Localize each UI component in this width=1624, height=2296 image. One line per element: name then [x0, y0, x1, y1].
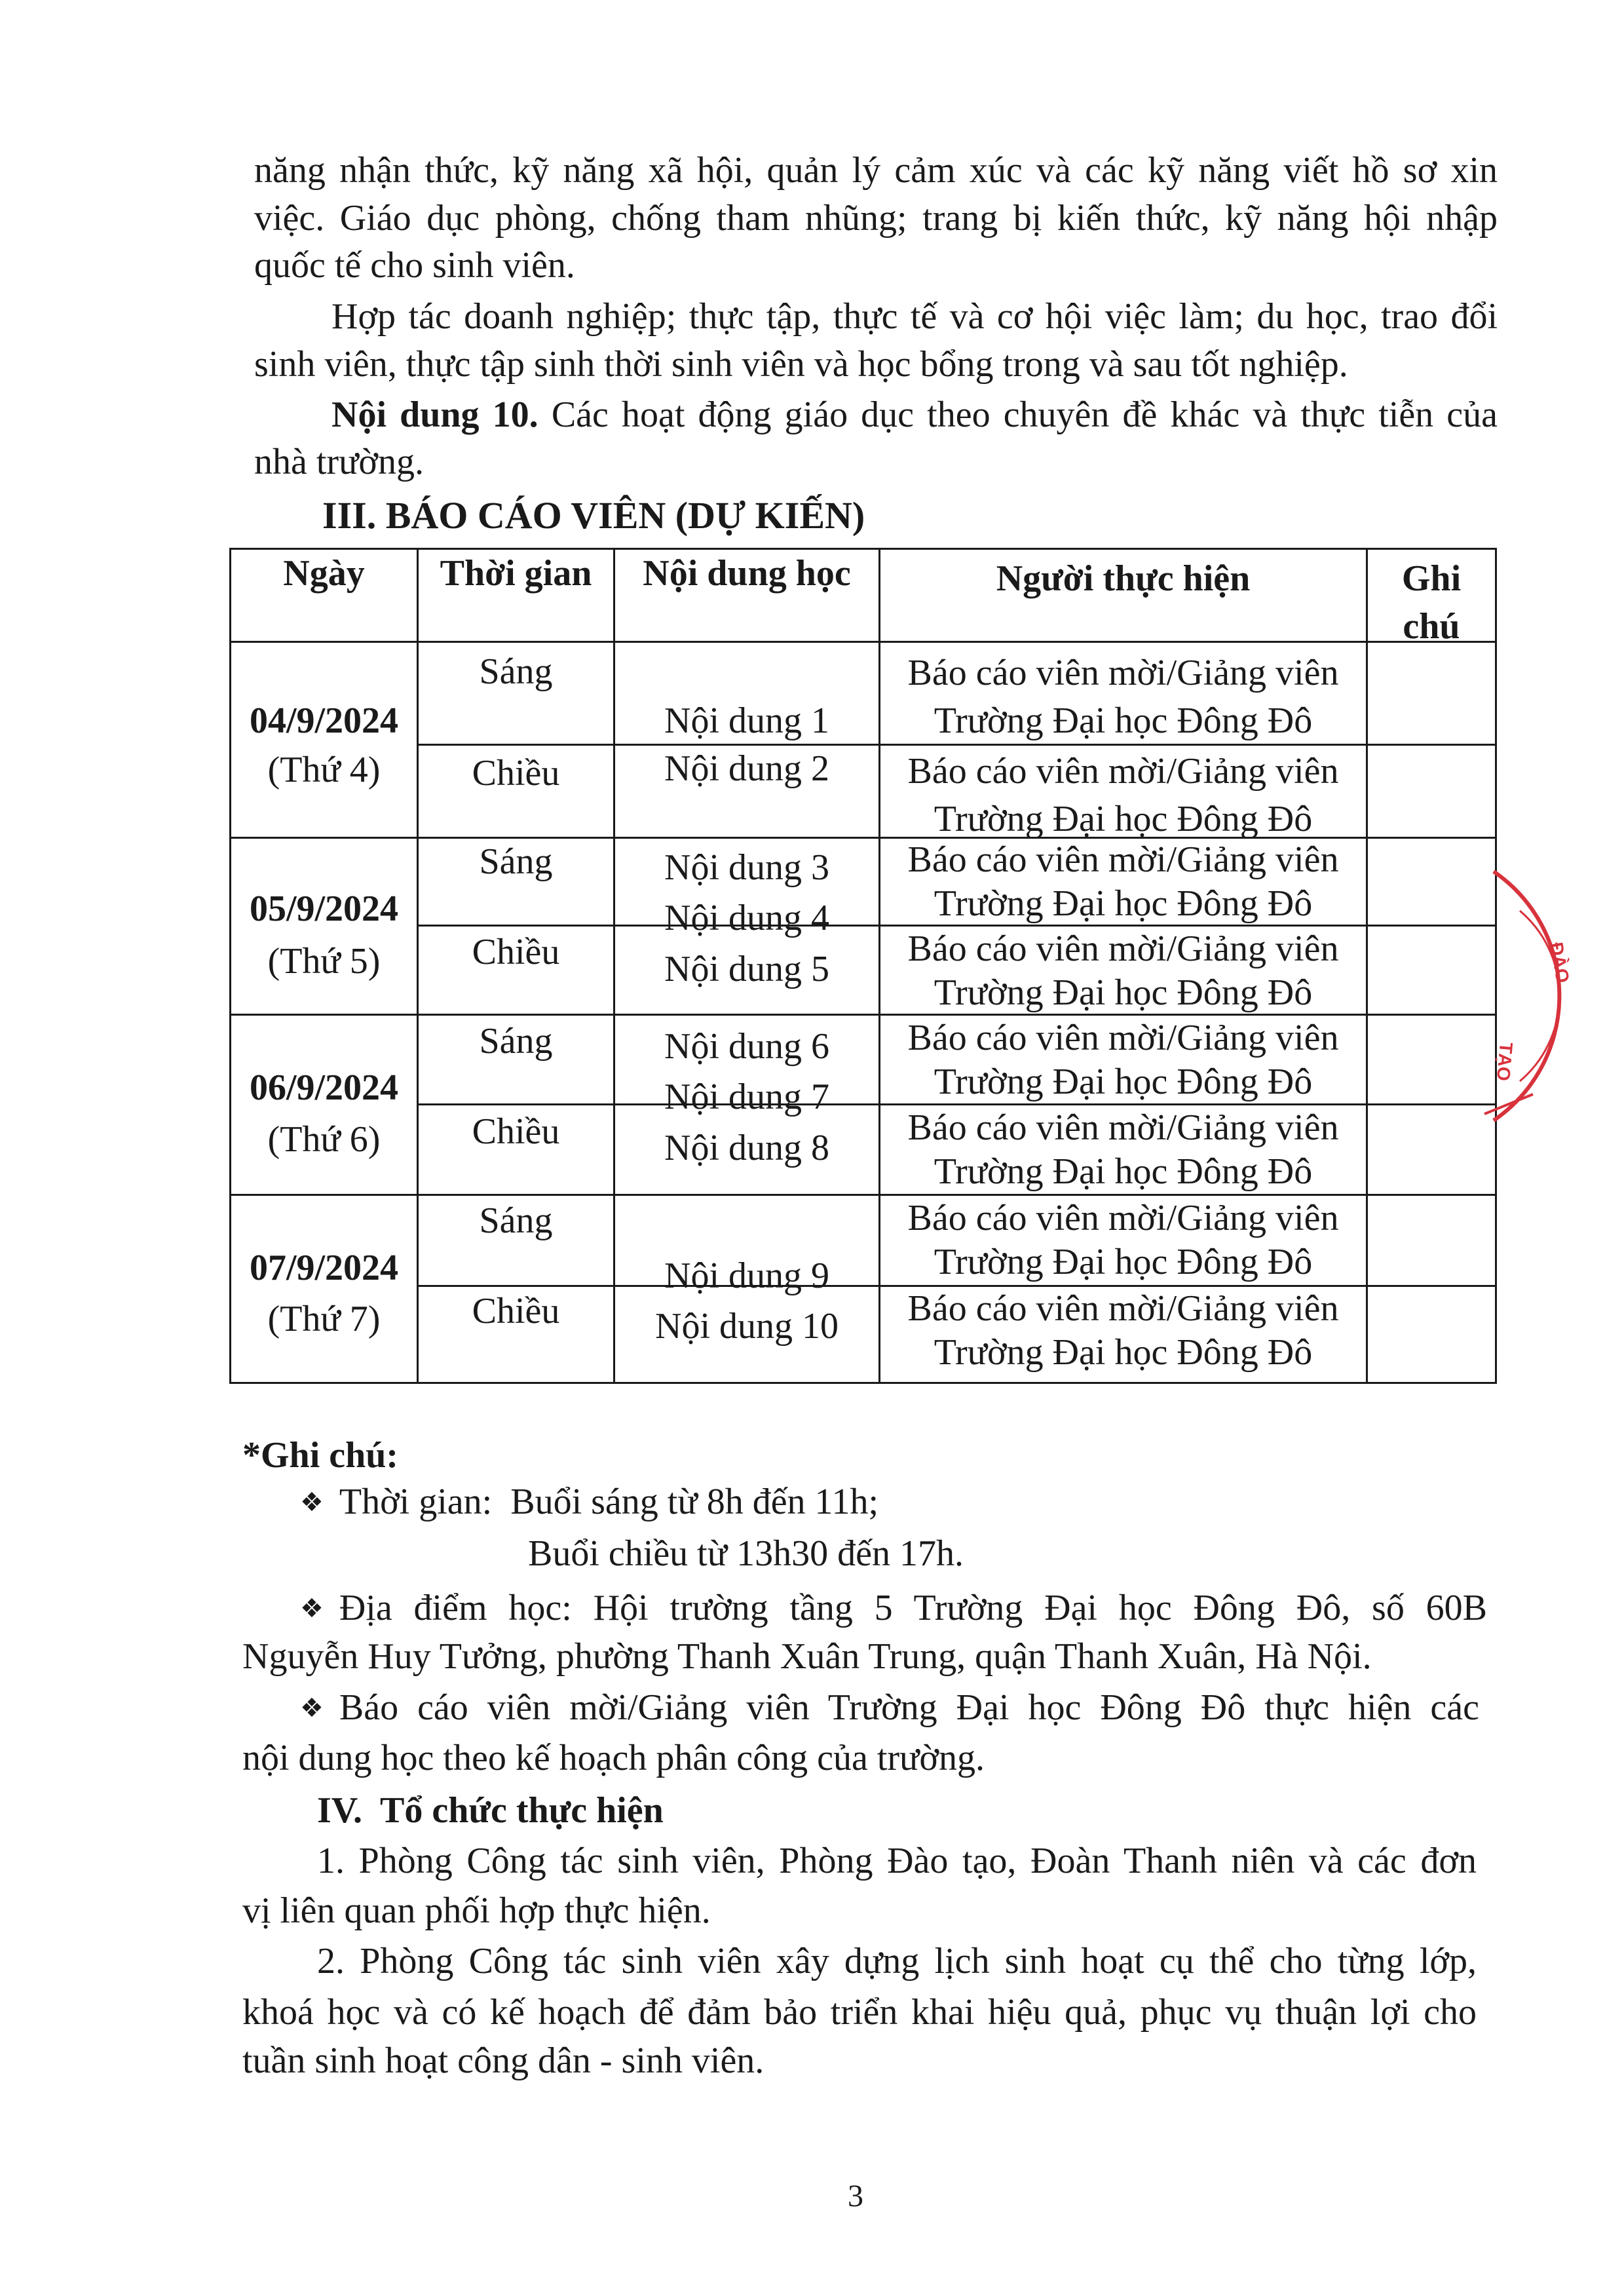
- presenter-line-1: Báo cáo viên mời/Giảng viên: [907, 1288, 1339, 1329]
- header-date: Ngày: [283, 553, 365, 594]
- seal-text: TẠO: [1492, 1041, 1517, 1082]
- seal-inner-ring: [1520, 911, 1559, 1081]
- day-1-content-2: Nội dung 2: [664, 748, 829, 789]
- presenter-line-1: Báo cáo viên mời/Giảng viên: [907, 653, 1339, 693]
- header-note-line-2: chú: [1403, 605, 1460, 647]
- day-3-afternoon: Chiều: [472, 1111, 560, 1152]
- section-4-item-2-line-3: tuần sinh hoạt công dân - sinh viên.: [242, 2040, 765, 2081]
- schedule-table: [229, 548, 1497, 1384]
- day-4-afternoon: Chiều: [472, 1291, 560, 1331]
- intro-line-2: việc. Giáo dục phòng, chống tham nhũng; trang bị kiến thức, kỹ năng hội nhập: [254, 198, 1498, 239]
- day-2-content-4: Nội dung 4: [664, 898, 829, 939]
- day-4-content-10: Nội dung 10: [655, 1306, 839, 1347]
- notes-time-morning: Buổi sáng từ 8h đến 11h;: [510, 1482, 879, 1522]
- section-4-item-1-line-2: vị liên quan phối hợp thực hiện.: [242, 1890, 711, 1931]
- intro-line-1: năng nhận thức, kỹ năng xã hội, quản lý cảm xúc và các kỹ năng viết hồ sơ xin: [254, 150, 1498, 191]
- day-3-content-7: Nội dung 7: [664, 1077, 829, 1118]
- notes-location-text: Địa điểm học: Hội trường tầng 5 Trường Đại học Đông Đô, số 60B: [339, 1588, 1487, 1628]
- notes-time: [300, 1483, 878, 1520]
- presenter-line-2: Trường Đại học Đông Đô: [934, 700, 1313, 741]
- notes-presenter-text: Báo cáo viên mời/Giảng viên Trường Đại học Đông Đô thực hiện các: [339, 1687, 1479, 1728]
- header-content: Nội dung học: [643, 553, 851, 594]
- day-4-weekday: (Thứ 7): [267, 1299, 381, 1339]
- section-4-title: IV. Tổ chức thực hiện: [317, 1790, 664, 1831]
- presenter-line-1: Báo cáo viên mời/Giảng viên: [907, 1107, 1339, 1148]
- presenter-line-2: Trường Đại học Đông Đô: [934, 1242, 1313, 1283]
- day-1-date: 04/9/2024: [249, 700, 399, 741]
- notes-location-line-1: [300, 1590, 1487, 1626]
- day-4-morning-presenter: [880, 1196, 1366, 1284]
- day-2-contents: [615, 843, 878, 995]
- content-10-label: Nội dung 10.: [331, 394, 538, 435]
- section-3-title: III. BÁO CÁO VIÊN (DỰ KIẾN): [322, 494, 865, 537]
- presenter-line-2: Trường Đại học Đông Đô: [934, 1151, 1313, 1193]
- content-10-line-1: [331, 396, 1498, 433]
- day-1-morning: Sáng: [479, 651, 553, 692]
- day-2-content-3: Nội dung 3: [664, 847, 829, 888]
- day-3-weekday: (Thứ 6): [267, 1119, 381, 1160]
- day-3-morning-presenter: [880, 1016, 1366, 1104]
- presenter-line-1: Báo cáo viên mời/Giảng viên: [907, 751, 1339, 792]
- header-time: Thời gian: [440, 553, 592, 594]
- day-3-morning: Sáng: [479, 1021, 553, 1062]
- section-4-item-2-line-1: 2. Phòng Công tác sinh viên xây dựng lịch sinh hoạt cụ thể cho từng lớp,: [317, 1941, 1477, 1981]
- seal-outer-ring: [1494, 871, 1559, 1120]
- day-1-weekday: (Thứ 4): [267, 750, 381, 790]
- section-4-item-1-line-1: 1. Phòng Công tác sinh viên, Phòng Đào tạo, Đoàn Thanh niên và các đơn: [317, 1841, 1477, 1881]
- official-seal-fragment: [1422, 845, 1624, 1147]
- intro-line-5: sinh viên, thực tập sinh thời sinh viên và học bổng trong và sau tốt nghiệp.: [254, 344, 1348, 385]
- diamond-bullet-icon: ❖: [300, 1594, 324, 1624]
- presenter-line-1: Báo cáo viên mời/Giảng viên: [907, 1018, 1339, 1058]
- day-1-morning-presenter: [880, 649, 1366, 745]
- seal-text: ĐÀO: [1546, 940, 1574, 985]
- day-1-afternoon-presenter: [880, 748, 1366, 843]
- day-2-morning: Sáng: [479, 841, 553, 882]
- day-2-afternoon: Chiều: [472, 932, 560, 972]
- intro-line-3: quốc tế cho sinh viên.: [254, 245, 575, 286]
- presenter-line-2: Trường Đại học Đông Đô: [934, 798, 1313, 839]
- presenter-line-2: Trường Đại học Đông Đô: [934, 883, 1313, 925]
- notes-presenter-line-1: [300, 1689, 1479, 1726]
- day-3-content-6: Nội dung 6: [664, 1026, 829, 1067]
- day-2-weekday: (Thứ 5): [267, 941, 381, 982]
- day-4-date: 07/9/2024: [249, 1248, 399, 1288]
- notes-title: *Ghi chú:: [242, 1435, 399, 1476]
- day-1-content-1: Nội dung 1: [664, 700, 829, 741]
- content-10-text: Các hoạt động giáo dục theo chuyên đề khác và thực tiễn của: [551, 394, 1498, 435]
- day-3-afternoon-presenter: [880, 1106, 1366, 1194]
- day-3-content-8: Nội dung 8: [664, 1127, 829, 1168]
- section-4-item-2-line-2: khoá học và có kế hoạch để đảm bảo triển khai hiệu quả, phục vụ thuận lợi cho: [242, 1992, 1477, 2033]
- intro-line-4: Hợp tác doanh nghiệp; thực tập, thực tế và cơ hội việc làm; du học, trao đổi: [331, 296, 1498, 337]
- presenter-line-1: Báo cáo viên mời/Giảng viên: [907, 928, 1339, 969]
- day-3-contents: [615, 1022, 878, 1174]
- header-note: [1368, 555, 1495, 651]
- presenter-line-2: Trường Đại học Đông Đô: [934, 1062, 1313, 1103]
- day-4-afternoon-presenter: [880, 1287, 1366, 1375]
- day-2-morning-presenter: [880, 838, 1366, 926]
- notes-location-line-2: Nguyễn Huy Tưởng, phường Thanh Xuân Trung, quận Thanh Xuân, Hà Nội.: [242, 1636, 1372, 1677]
- presenter-line-2: Trường Đại học Đông Đô: [934, 972, 1313, 1014]
- day-4-content-9: Nội dung 9: [664, 1255, 829, 1296]
- diamond-bullet-icon: ❖: [300, 1487, 324, 1518]
- day-2-content-5: Nội dung 5: [664, 948, 829, 989]
- day-1-contents: [615, 697, 878, 793]
- day-4-contents: [615, 1251, 878, 1352]
- header-note-line-1: Ghi: [1401, 558, 1462, 599]
- day-4-morning: Sáng: [479, 1200, 553, 1241]
- notes-time-afternoon: Buổi chiều từ 13h30 đến 17h.: [528, 1533, 964, 1574]
- presenter-line-1: Báo cáo viên mời/Giảng viên: [907, 839, 1339, 880]
- page-number: 3: [848, 2179, 863, 2213]
- day-1-afternoon: Chiều: [472, 753, 560, 794]
- day-2-afternoon-presenter: [880, 927, 1366, 1015]
- header-presenter: Người thực hiện: [996, 558, 1251, 599]
- presenter-line-1: Báo cáo viên mời/Giảng viên: [907, 1198, 1339, 1238]
- diamond-bullet-icon: ❖: [300, 1693, 324, 1723]
- notes-presenter-line-2: nội dung học theo kế hoạch phân công của trường.: [242, 1738, 985, 1778]
- presenter-line-2: Trường Đại học Đông Đô: [934, 1332, 1313, 1373]
- notes-time-label: Thời gian:: [339, 1482, 493, 1522]
- day-2-date: 05/9/2024: [249, 889, 399, 929]
- day-3-date: 06/9/2024: [249, 1067, 399, 1108]
- content-10-line-2: nhà trường.: [254, 442, 425, 482]
